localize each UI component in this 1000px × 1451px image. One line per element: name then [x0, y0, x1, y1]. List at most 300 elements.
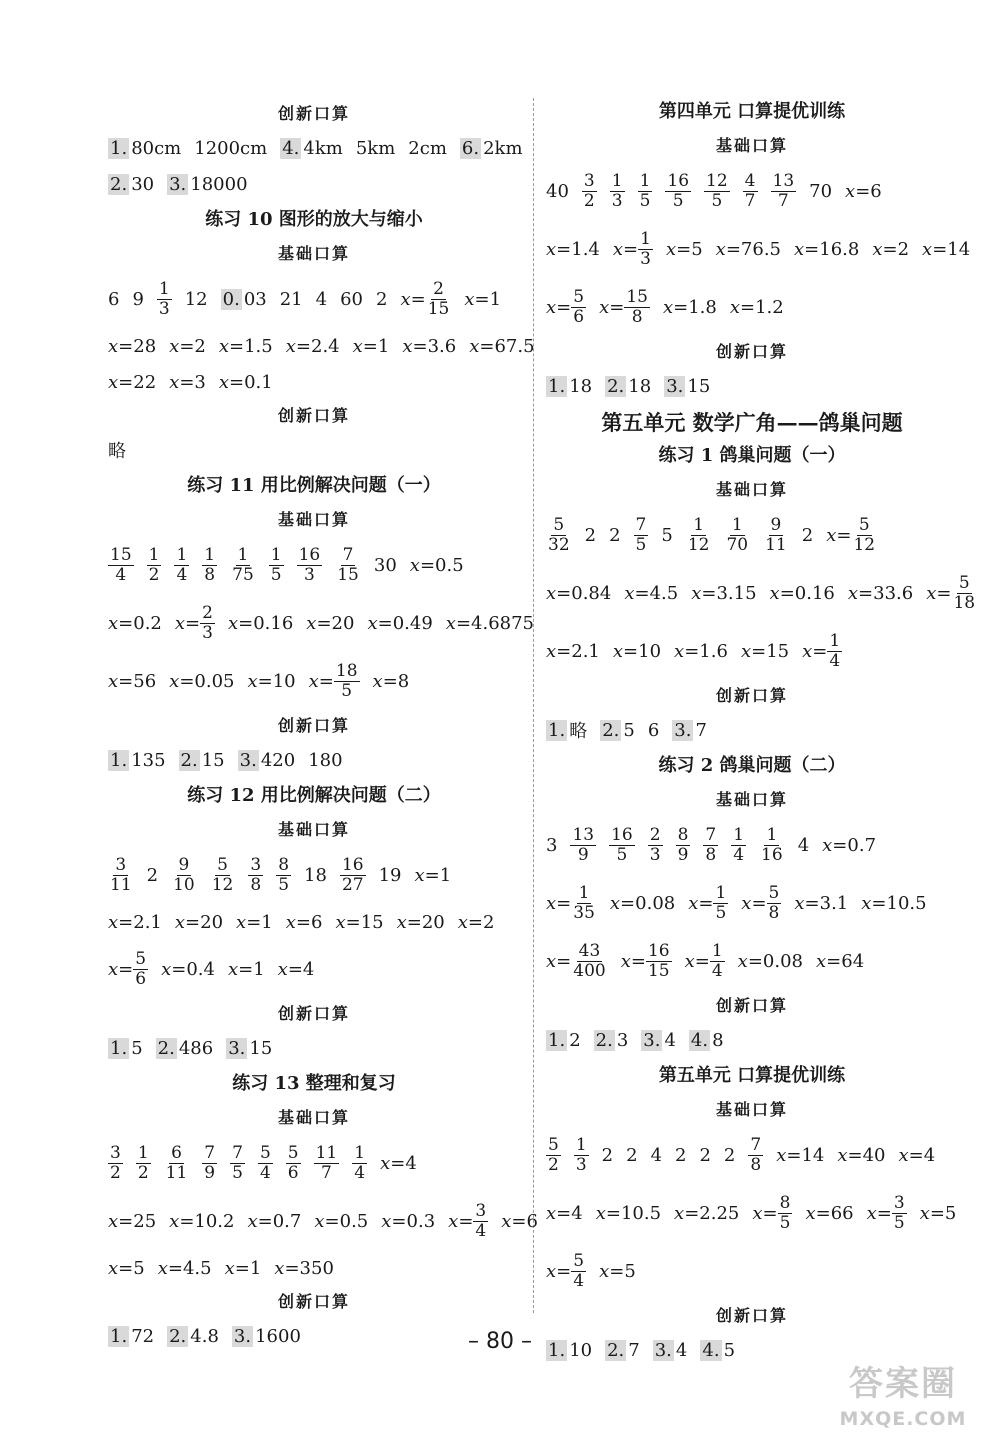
denominator: 4 — [573, 1270, 585, 1291]
variable-x: x — [277, 958, 288, 980]
variable-x: x — [285, 335, 296, 357]
answer-item — [108, 174, 154, 195]
answer-item — [379, 865, 402, 886]
fraction — [202, 1144, 217, 1183]
numerator: 2 — [202, 602, 213, 623]
denominator: 5 — [635, 534, 647, 555]
answer-value: 2 — [609, 524, 621, 546]
answer-value: 1.4 — [571, 238, 600, 260]
answer-item — [585, 525, 596, 546]
section-heading: 第五单元 数学广角——鸽巢问题 — [601, 410, 903, 435]
answer-item — [157, 280, 172, 319]
question-number: 2. — [169, 1325, 187, 1347]
numerator: 1 — [766, 824, 778, 845]
answer-value: 1200cm — [194, 137, 268, 159]
answer-item — [610, 172, 625, 211]
answer-item — [685, 942, 725, 981]
equals-sign: = — [698, 892, 714, 914]
answer-item — [666, 239, 703, 260]
numerator: 1 — [237, 544, 249, 565]
variable-x: x — [866, 1202, 877, 1224]
answer-line — [108, 1195, 538, 1247]
fraction — [147, 546, 162, 585]
question-number: 4. — [282, 137, 300, 159]
variable-x: x — [546, 950, 557, 972]
answer-value: 0.5 — [339, 1210, 369, 1232]
variable-x: x — [752, 1202, 763, 1224]
answer-item — [689, 1030, 724, 1051]
answer-value: 2 — [601, 1144, 614, 1166]
equals-sign: = — [287, 958, 303, 980]
equals-sign: = — [751, 640, 767, 662]
numerator: 3 — [250, 854, 262, 875]
equals-sign: = — [929, 1202, 945, 1224]
denominator: 15 — [647, 960, 670, 981]
equals-sign: = — [826, 950, 842, 972]
numerator: 7 — [204, 1142, 216, 1163]
equals-sign: = — [238, 958, 254, 980]
fraction — [951, 574, 977, 613]
answer-value: 2 — [675, 1144, 687, 1166]
equals-sign: = — [257, 670, 273, 692]
fraction — [582, 172, 597, 211]
answer-item — [546, 1252, 586, 1291]
equals-sign: = — [855, 180, 871, 202]
fraction — [276, 856, 291, 895]
variable-x: x — [816, 950, 827, 972]
denominator: 2 — [583, 190, 595, 211]
answer-item — [202, 1144, 217, 1183]
subsection-label: 创新口算 — [715, 686, 788, 705]
answer-value: 33.6 — [873, 582, 914, 604]
equals-sign: = — [474, 288, 490, 310]
subsection-label: 基础口算 — [277, 244, 350, 263]
answer-value: 21 — [279, 288, 303, 310]
numerator: 1 — [733, 824, 745, 845]
answer-item — [798, 835, 809, 856]
answer-item — [171, 856, 197, 895]
answer-item — [108, 372, 156, 393]
question-number: 3. — [233, 1325, 252, 1347]
fraction — [473, 1202, 488, 1241]
answer-item — [922, 239, 970, 260]
variable-x: x — [802, 640, 813, 662]
fraction — [748, 1136, 763, 1175]
section-heading: 练习 10 图形的放大与缩小 — [205, 209, 423, 230]
answer-line — [108, 1253, 520, 1283]
answer-value: 1.2 — [755, 296, 784, 318]
variable-x: x — [108, 371, 119, 393]
equals-sign: = — [179, 335, 195, 357]
variable-x: x — [161, 958, 172, 980]
answer-item — [763, 516, 789, 555]
question-number: 2. — [607, 1339, 625, 1361]
equals-sign: = — [458, 1210, 474, 1232]
answer-item — [158, 1258, 212, 1279]
denominator: 3 — [304, 564, 315, 585]
fraction — [827, 632, 842, 671]
numerator: 2 — [433, 278, 444, 299]
answer-value: 56 — [133, 670, 157, 692]
denominator: 11 — [110, 874, 132, 895]
answer-value: 2 — [376, 288, 388, 310]
equals-sign: = — [406, 911, 422, 933]
answer-item — [108, 671, 156, 692]
answer-value: 5 — [623, 719, 635, 741]
equals-sign: = — [876, 1202, 892, 1224]
variable-x: x — [620, 950, 631, 972]
answer-item — [861, 893, 926, 914]
answer-value: 28 — [133, 335, 157, 357]
variable-x: x — [737, 950, 748, 972]
answer-item — [169, 1211, 234, 1232]
answer-item — [108, 1211, 156, 1232]
equals-sign: = — [345, 911, 361, 933]
denominator: 2 — [137, 1162, 149, 1183]
numerator: 3 — [110, 1142, 121, 1163]
variable-x: x — [546, 640, 557, 662]
answer-item — [609, 826, 635, 865]
answer-value: 14 — [947, 238, 971, 260]
numerator: 3 — [583, 170, 595, 191]
numerator: 16 — [667, 170, 690, 191]
subsection-label: 创新口算 — [715, 342, 788, 361]
variable-x: x — [174, 911, 186, 933]
variable-x: x — [794, 238, 805, 260]
equals-sign: = — [118, 371, 134, 393]
equals-sign: = — [871, 892, 887, 914]
equals-sign: = — [118, 335, 134, 357]
numerator: 1 — [578, 882, 590, 903]
denominator: 7 — [744, 190, 756, 211]
denominator: 5 — [232, 1162, 243, 1183]
question-number: 2. — [157, 1037, 175, 1059]
fraction — [426, 280, 452, 319]
denominator: 2 — [548, 1154, 559, 1175]
denominator: 8 — [705, 844, 717, 865]
question-number: 4. — [702, 1339, 720, 1361]
answer-value: 30 — [131, 173, 155, 195]
answer-item — [648, 720, 659, 741]
equals-sign: = — [167, 1257, 183, 1279]
denominator: 3 — [649, 844, 661, 865]
answer-item — [108, 613, 162, 634]
answer-value: 2.4 — [311, 335, 340, 357]
answer-value: 2 — [483, 911, 495, 933]
variable-x: x — [599, 296, 610, 318]
fraction — [703, 826, 718, 865]
variable-x: x — [247, 670, 258, 692]
variable-x: x — [218, 335, 230, 357]
answer-item — [108, 1258, 145, 1279]
answer-value: 5 — [691, 238, 703, 260]
equals-sign: = — [179, 371, 195, 393]
answer-value: 20 — [421, 911, 445, 933]
answer-item — [676, 826, 691, 865]
fraction — [743, 172, 758, 211]
equals-sign: = — [511, 1210, 527, 1232]
equals-sign: = — [324, 1210, 340, 1232]
denominator: 2 — [110, 1162, 121, 1183]
subsection-label: 创新口算 — [715, 996, 788, 1015]
answer-value: 2 — [626, 1144, 638, 1166]
answer-item — [802, 525, 813, 546]
numerator: 1 — [354, 1142, 366, 1163]
answer-value: 5 — [624, 1260, 636, 1282]
denominator: 9 — [204, 1162, 216, 1183]
answer-item — [108, 138, 181, 159]
question-number: 3. — [674, 719, 692, 741]
answer-value: 420 — [260, 749, 296, 771]
answer-item — [741, 884, 781, 923]
variable-x: x — [599, 1260, 610, 1282]
variable-x: x — [108, 1257, 119, 1279]
answer-value: 2 — [801, 524, 814, 546]
answer-item — [600, 720, 635, 741]
question-number: 1. — [110, 1037, 128, 1059]
answer-item — [665, 172, 691, 211]
question-number: 3. — [666, 375, 684, 397]
equals-sign: = — [246, 911, 262, 933]
numerator: 1 — [158, 278, 170, 299]
answer-item — [397, 912, 445, 933]
answer-item — [269, 546, 284, 585]
answer-value: 15 — [360, 911, 384, 933]
answer-item — [809, 181, 832, 202]
numerator: 8 — [677, 824, 689, 845]
variable-x: x — [236, 911, 247, 933]
equals-sign: = — [701, 582, 717, 604]
equals-sign: = — [936, 582, 952, 604]
denominator: 35 — [573, 902, 595, 923]
equals-sign: = — [832, 834, 848, 856]
fraction — [571, 942, 607, 981]
answer-item — [920, 1203, 957, 1224]
numerator: 9 — [178, 854, 190, 875]
fraction — [352, 1144, 367, 1183]
answer-value: 10 — [638, 640, 662, 662]
numerator: 9 — [770, 514, 782, 535]
equals-sign: = — [424, 864, 440, 886]
equals-sign: = — [229, 371, 245, 393]
section-heading: 练习 1 鸽巢问题（一） — [658, 445, 846, 466]
denominator: 2 — [148, 564, 160, 585]
answer-item — [464, 289, 501, 310]
answer-value: 0.7 — [272, 1210, 302, 1232]
equals-sign: = — [118, 1257, 134, 1279]
numerator: 5 — [553, 514, 565, 535]
answer-line — [546, 165, 958, 217]
equals-sign: = — [382, 670, 398, 692]
variable-x: x — [612, 238, 624, 260]
answer-value: 15 — [766, 640, 790, 662]
answer-item — [210, 856, 236, 895]
variable-x: x — [448, 1210, 459, 1232]
answer-value: 3 — [616, 1029, 629, 1051]
denominator: 11 — [765, 534, 787, 555]
subsection-label: 创新口算 — [277, 406, 350, 425]
equals-sign: = — [630, 950, 646, 972]
question-number: 1. — [548, 1339, 566, 1361]
answer-item — [169, 336, 206, 357]
numerator: 1 — [715, 882, 727, 903]
answer-item — [663, 297, 717, 318]
numerator: 16 — [298, 544, 321, 565]
fraction — [200, 604, 215, 643]
fraction — [108, 546, 134, 585]
answer-value: 5km — [355, 137, 396, 159]
variable-x: x — [372, 670, 383, 692]
answer-line — [108, 367, 520, 397]
answer-value: 5 — [133, 1257, 145, 1279]
numerator: 1 — [640, 228, 651, 249]
answer-item — [743, 172, 758, 211]
answer-value: 180 — [308, 749, 343, 771]
variable-x: x — [174, 612, 186, 634]
variable-x: x — [837, 1144, 848, 1166]
numerator: 1 — [270, 544, 282, 565]
variable-x: x — [740, 640, 752, 662]
equals-sign: = — [390, 1152, 406, 1174]
equals-sign: = — [556, 892, 572, 914]
answer-value: 0.2 — [133, 612, 162, 634]
variable-x: x — [314, 1210, 325, 1232]
answer-value: 0.3 — [406, 1210, 436, 1232]
answer-item — [752, 1194, 792, 1233]
equals-sign: = — [623, 640, 639, 662]
numerator: 16 — [647, 940, 670, 961]
answer-item — [546, 884, 597, 923]
answer-value: 60 — [340, 288, 363, 310]
answer-line — [546, 509, 958, 561]
fraction — [258, 1144, 273, 1183]
answer-value: 0.1 — [244, 371, 273, 393]
left-answer-column — [108, 95, 538, 1357]
denominator: 5 — [341, 680, 353, 701]
answer-value: 64 — [841, 950, 865, 972]
answer-item — [805, 1203, 853, 1224]
equals-sign: = — [694, 950, 710, 972]
answer-item — [730, 297, 784, 318]
fraction — [230, 1144, 245, 1183]
answer-value: 0.16 — [794, 582, 835, 604]
answer-value: 2km — [483, 137, 523, 159]
numerator: 3 — [475, 1200, 487, 1221]
answer-item — [408, 138, 447, 159]
answer-item — [546, 1136, 561, 1175]
fraction — [892, 1194, 907, 1233]
answer-value: 2.25 — [699, 1202, 740, 1224]
equals-sign: = — [815, 1202, 831, 1224]
variable-x: x — [546, 582, 557, 604]
answer-value: 4.5 — [182, 1257, 212, 1279]
variable-x: x — [227, 612, 239, 634]
equals-sign: = — [179, 670, 195, 692]
equals-sign: = — [257, 1210, 273, 1232]
variable-x: x — [546, 892, 557, 914]
answer-value: 5 — [944, 1202, 957, 1224]
answer-item — [248, 856, 263, 895]
denominator: 5 — [616, 844, 628, 865]
variable-x: x — [861, 892, 872, 914]
answer-item — [624, 583, 678, 604]
denominator: 5 — [278, 874, 290, 895]
fraction — [248, 856, 263, 895]
numerator: 13 — [772, 170, 795, 191]
answer-line — [108, 1137, 520, 1189]
answer-line — [546, 877, 958, 929]
subsection-label: 基础口算 — [277, 510, 350, 529]
question-number: 1. — [110, 749, 128, 771]
answer-item — [286, 336, 340, 357]
equals-sign: = — [295, 335, 311, 357]
answer-item — [546, 239, 600, 260]
fraction — [570, 826, 596, 865]
variable-x: x — [224, 1257, 235, 1279]
variable-x: x — [822, 834, 833, 856]
fraction — [340, 856, 366, 895]
answer-value: 10 — [272, 670, 296, 692]
answer-value: 18 — [628, 375, 652, 397]
answer-value: 0.08 — [762, 950, 803, 972]
numerator: 16 — [611, 824, 633, 845]
answer-value: 12 — [184, 288, 208, 310]
answer-value: 4 — [650, 1144, 663, 1166]
answer-line — [546, 715, 958, 745]
answer-item — [169, 372, 206, 393]
denominator: 32 — [548, 534, 570, 555]
fraction — [297, 546, 323, 585]
variable-x: x — [169, 371, 180, 393]
answer-value: 1 — [439, 864, 452, 886]
subsection-label: 创新口算 — [277, 104, 350, 123]
answer-value: 4 — [571, 1202, 583, 1224]
answer-value: 0.5 — [435, 554, 464, 576]
answer-value: 486 — [178, 1037, 214, 1059]
answer-item — [108, 546, 134, 585]
equals-sign: = — [623, 238, 639, 260]
answer-item — [458, 912, 495, 933]
numerator: 5 — [259, 1142, 271, 1163]
answer-item — [926, 574, 977, 613]
equals-sign: = — [234, 1257, 250, 1279]
fraction — [686, 516, 712, 555]
variable-x: x — [609, 892, 621, 914]
answer-value: 135 — [131, 749, 166, 771]
denominator: 12 — [687, 534, 710, 555]
numerator: 7 — [750, 1134, 762, 1155]
answer-item — [352, 1144, 367, 1183]
answer-item — [634, 516, 649, 555]
answer-item — [276, 856, 291, 895]
answer-line — [546, 1187, 958, 1239]
answer-item — [837, 1145, 885, 1166]
answer-line — [546, 371, 958, 401]
fraction — [230, 546, 256, 585]
equals-sign: = — [779, 582, 795, 604]
answer-value: 4 — [675, 1339, 688, 1361]
answer-value: 76.5 — [740, 238, 781, 260]
fraction — [571, 288, 586, 327]
denominator: 7 — [777, 190, 789, 211]
equals-sign: = — [362, 335, 378, 357]
numerator: 5 — [958, 572, 970, 593]
answer-line — [108, 849, 520, 901]
answer-value: 2cm — [408, 137, 447, 159]
fraction — [731, 826, 746, 865]
answer-value: 4.6875 — [471, 612, 535, 634]
denominator: 18 — [953, 592, 976, 613]
